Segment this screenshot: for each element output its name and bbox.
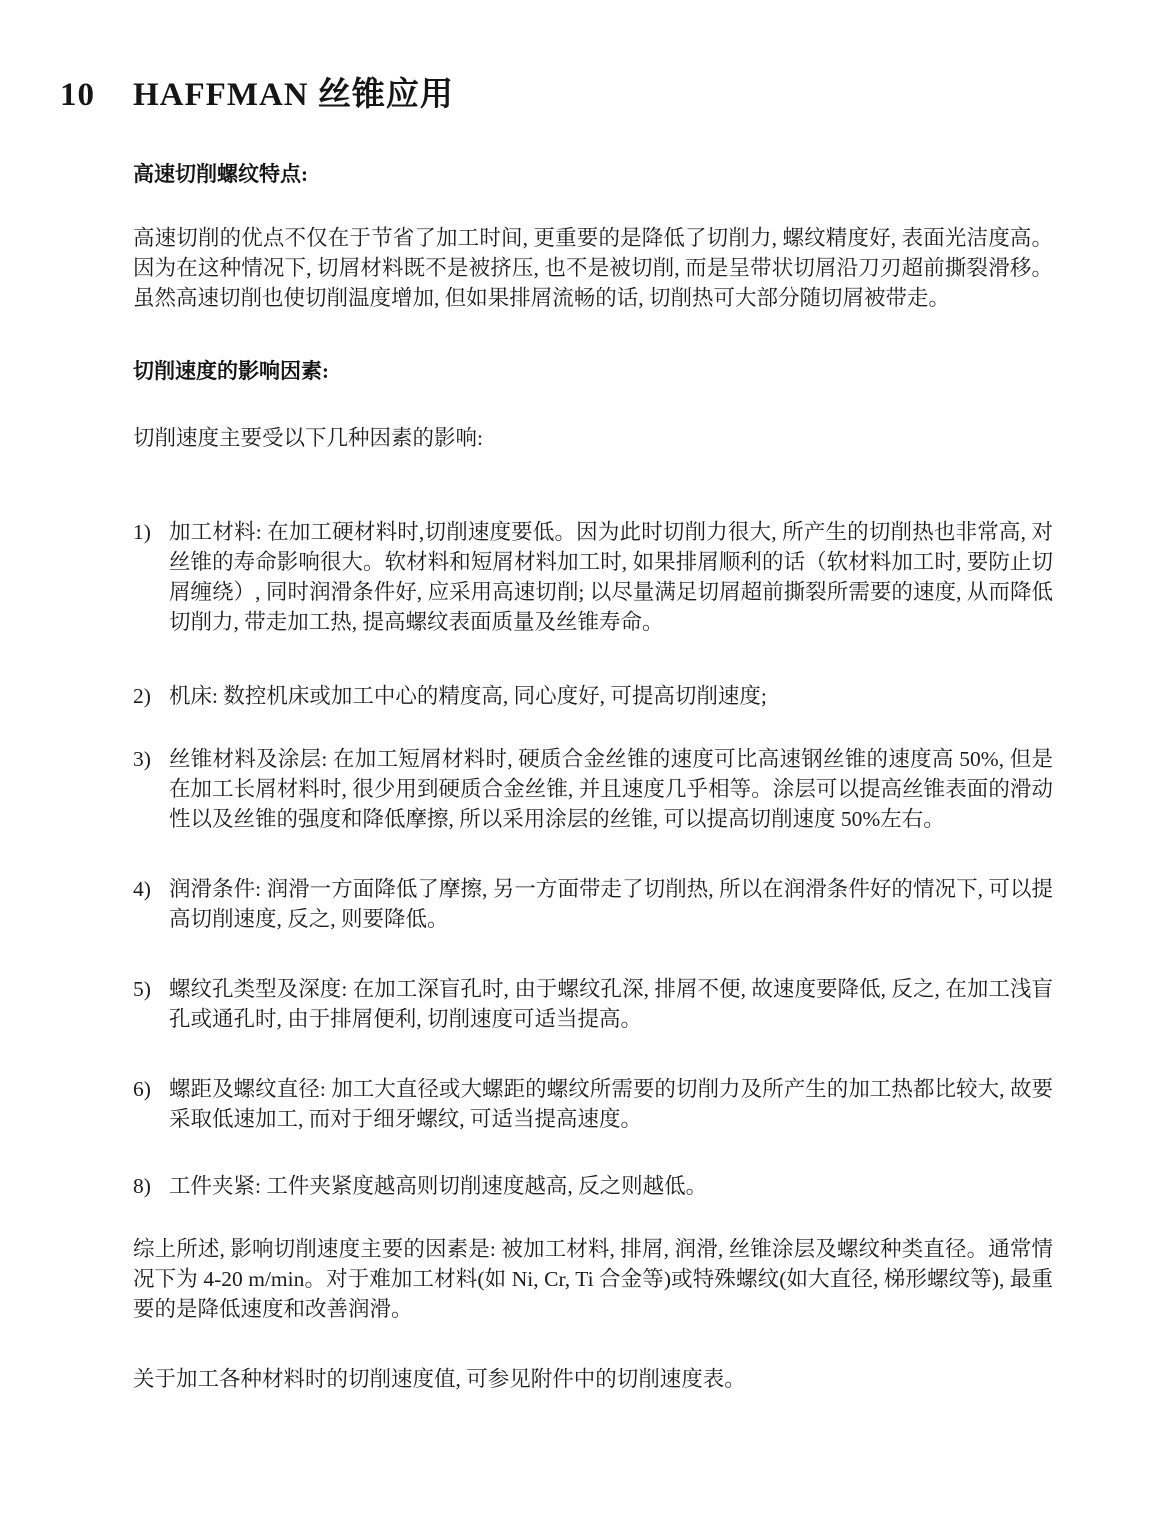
list-item-lubrication (133, 874, 1053, 934)
paragraph-factors-intro: 切削速度主要受以下几种因素的影响: (133, 426, 483, 450)
list-item-tap-material-coating (133, 744, 1053, 834)
list-item-machine (133, 681, 1053, 711)
list-marker: 5) (133, 977, 151, 1001)
list-item-material (133, 517, 1053, 637)
list-item-text: 工件夹紧: 工件夹紧度越高则切削速度越高, 反之则越低。 (169, 1174, 708, 1198)
paragraph-high-speed-features: 高速切削的优点不仅在于节省了加工时间, 更重要的是降低了切削力, 螺纹精度好, 表面光洁度高。 因为在这种情况下, 切屑材料既不是被挤压, 也不是被切削, 而是呈带状切屑沿刀刃超前撕裂滑移。虽然高速切削也使切削温度增加, 但如果排屑流畅的话, 切削热可大部分随切屑被带走。 (133, 226, 1053, 310)
list-marker: 6) (133, 1077, 151, 1101)
list-item-text: 润滑条件: 润滑一方面降低了摩擦, 另一方面带走了切削热, 所以在润滑条件好的情况下, 可以提高切削速度, 反之, 则要降低。 (169, 877, 1053, 931)
list-marker: 2) (133, 684, 151, 708)
list-item-workpiece-clamping (133, 1171, 1053, 1201)
list-marker: 4) (133, 877, 151, 901)
document-header (60, 68, 1153, 115)
section-heading-speed-factors: 切削速度的影响因素: (133, 359, 329, 383)
document-body (133, 158, 1053, 1394)
list-item-text: 螺纹孔类型及深度: 在加工深盲孔时, 由于螺纹孔深, 排屑不便, 故速度要降低, 反之, 在加工浅盲孔或通孔时, 由于排屑便利, 切削速度可适当提高。 (169, 977, 1053, 1031)
list-marker: 3) (133, 747, 151, 771)
factors-list (133, 517, 1053, 1201)
chapter-number: 10 (60, 77, 95, 113)
section-heading-high-speed-features: 高速切削螺纹特点: (133, 162, 308, 186)
list-item-hole-type-depth (133, 974, 1053, 1034)
list-marker: 8) (133, 1174, 151, 1198)
list-marker: 1) (133, 520, 151, 544)
list-item-text: 螺距及螺纹直径: 加工大直径或大螺距的螺纹所需要的切削力及所产生的加工热都比较大, 故要采取低速加工, 而对于细牙螺纹, 可适当提高速度。 (169, 1077, 1053, 1131)
chapter-title: HAFFMAN 丝锥应用 (133, 77, 454, 113)
paragraph-summary: 综上所述, 影响切削速度主要的因素是: 被加工材料, 排屑, 润滑, 丝锥涂层及螺纹种类直径。通常情况下为 4-20 m/min。对于难加工材料(如 Ni, Cr, Ti 合金等)或特殊螺纹(如大直径, 梯形螺纹等), 最重要的是降低速度和改善润滑。 (133, 1237, 1053, 1321)
list-item-pitch-diameter (133, 1074, 1053, 1134)
list-item-text: 丝锥材料及涂层: 在加工短屑材料时, 硬质合金丝锥的速度可比高速钢丝锥的速度高 50%, 但是在加工长屑材料时, 很少用到硬质合金丝锥, 并且速度几乎相等。涂层可以提高丝锥表面的滑动性以及丝锥的强度和降低摩擦, 所以采用涂层的丝锥, 可以提高切削速度 50%左右。 (169, 747, 1053, 831)
paragraph-reference: 关于加工各种材料时的切削速度值, 可参见附件中的切削速度表。 (133, 1367, 746, 1391)
list-item-text: 加工材料: 在加工硬材料时,切削速度要低。因为此时切削力很大, 所产生的切削热也非常高, 对丝锥的寿命影响很大。软材料和短屑材料加工时, 如果排屑顺利的话（软材料加工时, 要防止切屑缠绕）, 同时润滑条件好, 应采用高速切削; 以尽量满足切屑超前撕裂所需要的速度, 从而降低切削力, 带走加工热, 提高螺纹表面质量及丝锥寿命。 (169, 520, 1053, 634)
list-item-text: 机床: 数控机床或加工中心的精度高, 同心度好, 可提高切削速度; (169, 684, 767, 708)
